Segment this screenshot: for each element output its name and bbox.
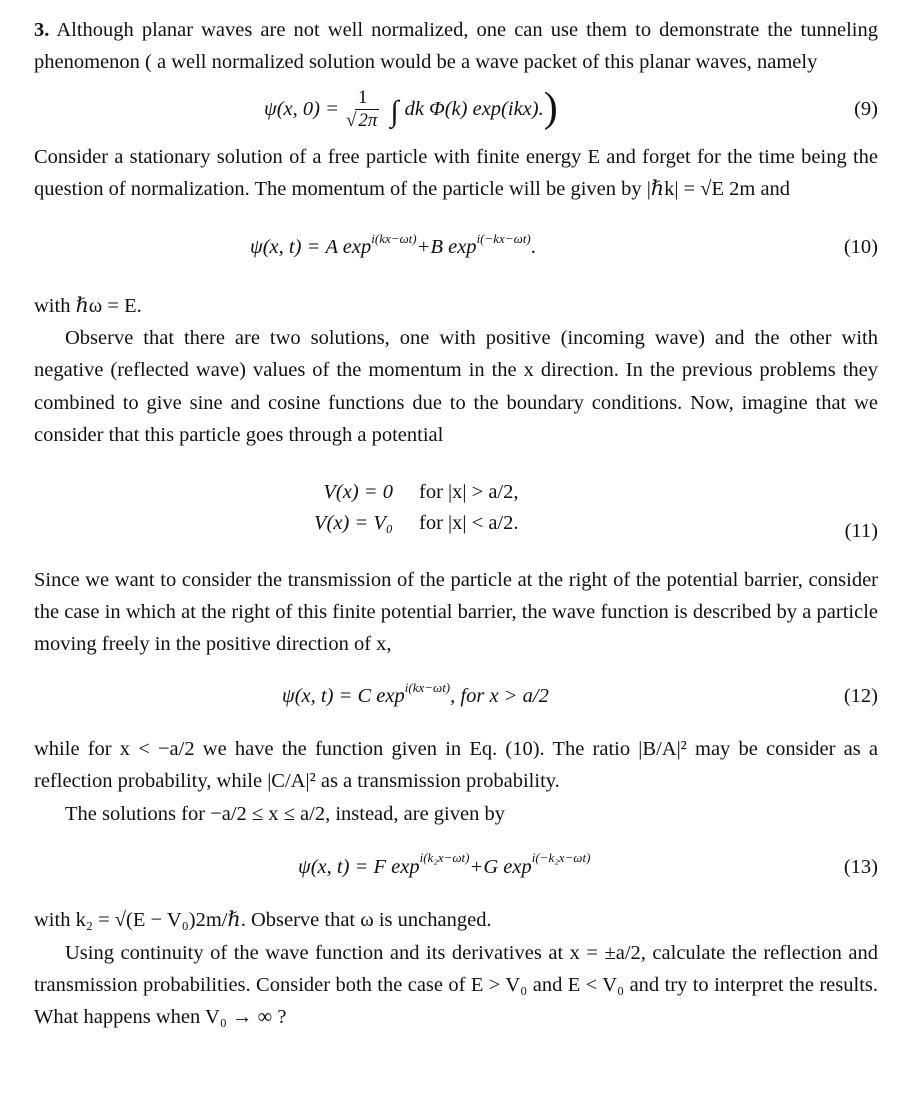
eq13-text: ψ(x, t) = F exp	[298, 855, 420, 878]
integral-sign: ∫	[390, 94, 399, 128]
eq10-text: ψ(x, t) = A exp	[250, 236, 372, 259]
equation-13: ψ(x, t) = F exp $^{i(k_2x-\omega t)}$ +G exp $^{i(-k_2x-\omega t)}$ (13)	[34, 830, 878, 904]
equation-11	[34, 452, 878, 564]
eq11-row1-lhs: V(x) = 0	[323, 480, 394, 503]
eq11-row1-rhs: for |x| > a/2,	[419, 480, 519, 503]
potential-cases	[314, 481, 518, 535]
equation-9: ψ(x, 0) = $\frac{1}{√ 2\pi}$ ∫ dk Φ(k) exp(ikx). ) (9)	[34, 79, 878, 141]
intro-paragraph	[34, 14, 878, 79]
eq10-end: .	[530, 236, 536, 259]
problem-page	[34, 14, 878, 1034]
while-paragraph: while for x < −a/2 we have the function given in Eq. (10). The ratio |B/A|² may be consider as a reflection probability, while |C/A|² as a transmission probability.	[34, 737, 878, 793]
eq9-frac-num: 1	[355, 88, 371, 110]
equation-10: ψ(x, t) = A exp $^{i(kx-\omega t)}$ +B exp $^{i(-kx-\omega t)}$ . (10)	[34, 206, 878, 290]
with-k2-line: with k₂ = √(E − V₀)2m/ℏ. Observe that ω is unchanged.	[34, 909, 492, 932]
eq13-mid: +G exp	[469, 855, 532, 878]
eq9-fraction: $\frac{1}{√ 2\pi}$	[345, 87, 378, 132]
with-hbar-line: with ℏω = E.	[34, 294, 142, 317]
intro-text: Although planar waves are not well normalized, one can use them to demonstrate the tunneling phenomenon ( a well normalized solution would be a wave packet of this planar waves, namely	[34, 19, 878, 74]
eq13-number: (13)	[843, 855, 878, 878]
problem-number: 3.	[34, 19, 50, 41]
eq9-number: (9)	[854, 98, 878, 121]
eq12-text: ψ(x, t) = C exp	[282, 685, 405, 708]
continuity-paragraph: Using continuity of the wave function and its derivatives at x = ±a/2, calculate the reflection and transmission probabilities. Consider both the case of E > V₀ and E < V₀ and try to interpret the results. What happens when V₀ → ∞ ?	[34, 941, 878, 1029]
eq9-frac-den: 2π	[358, 110, 378, 132]
stationary-paragraph: Consider a stationary solution of a free particle with finite energy E and forget for the time being the question of normalization. The momentum of the particle will be given by |ℏk| = √E 2m and	[34, 145, 878, 201]
eq11-row2-lhs: V(x) = V₀	[314, 511, 394, 534]
eq12-number: (12)	[843, 685, 878, 708]
since-paragraph: Since we want to consider the transmission of the particle at the right of the potential barrier, consider the case in which at the right of this finite potential barrier, the wave function is described by a particle moving freely in the positive direction of x,	[34, 568, 878, 656]
eq9-rhs: dk Φ(k) exp(ikx).	[404, 98, 544, 121]
eq11-row2-rhs: for |x| < a/2.	[419, 511, 519, 534]
eq10-number: (10)	[843, 236, 878, 259]
observe-paragraph: Observe that there are two solutions, one with positive (incoming wave) and the other with negative (reflected wave) values of the momentum in the x direction. In the previous problems they combined to give sine and cosine functions due to the boundary conditions. Now, imagine that we consider that this particle goes through a potential	[34, 327, 878, 447]
eq10-mid: +B exp	[416, 236, 477, 259]
eq11-number: (11)	[844, 520, 878, 543]
equation-12: ψ(x, t) = C exp $^{i(kx-\omega t)}$ , for x > a/2 (12)	[34, 661, 878, 733]
eq12-end: , for x > a/2	[450, 685, 549, 708]
eq9-lhs: ψ(x, 0) =	[264, 98, 339, 121]
solutions-line: The solutions for −a/2 ≤ x ≤ a/2, instead, are given by	[65, 802, 505, 825]
